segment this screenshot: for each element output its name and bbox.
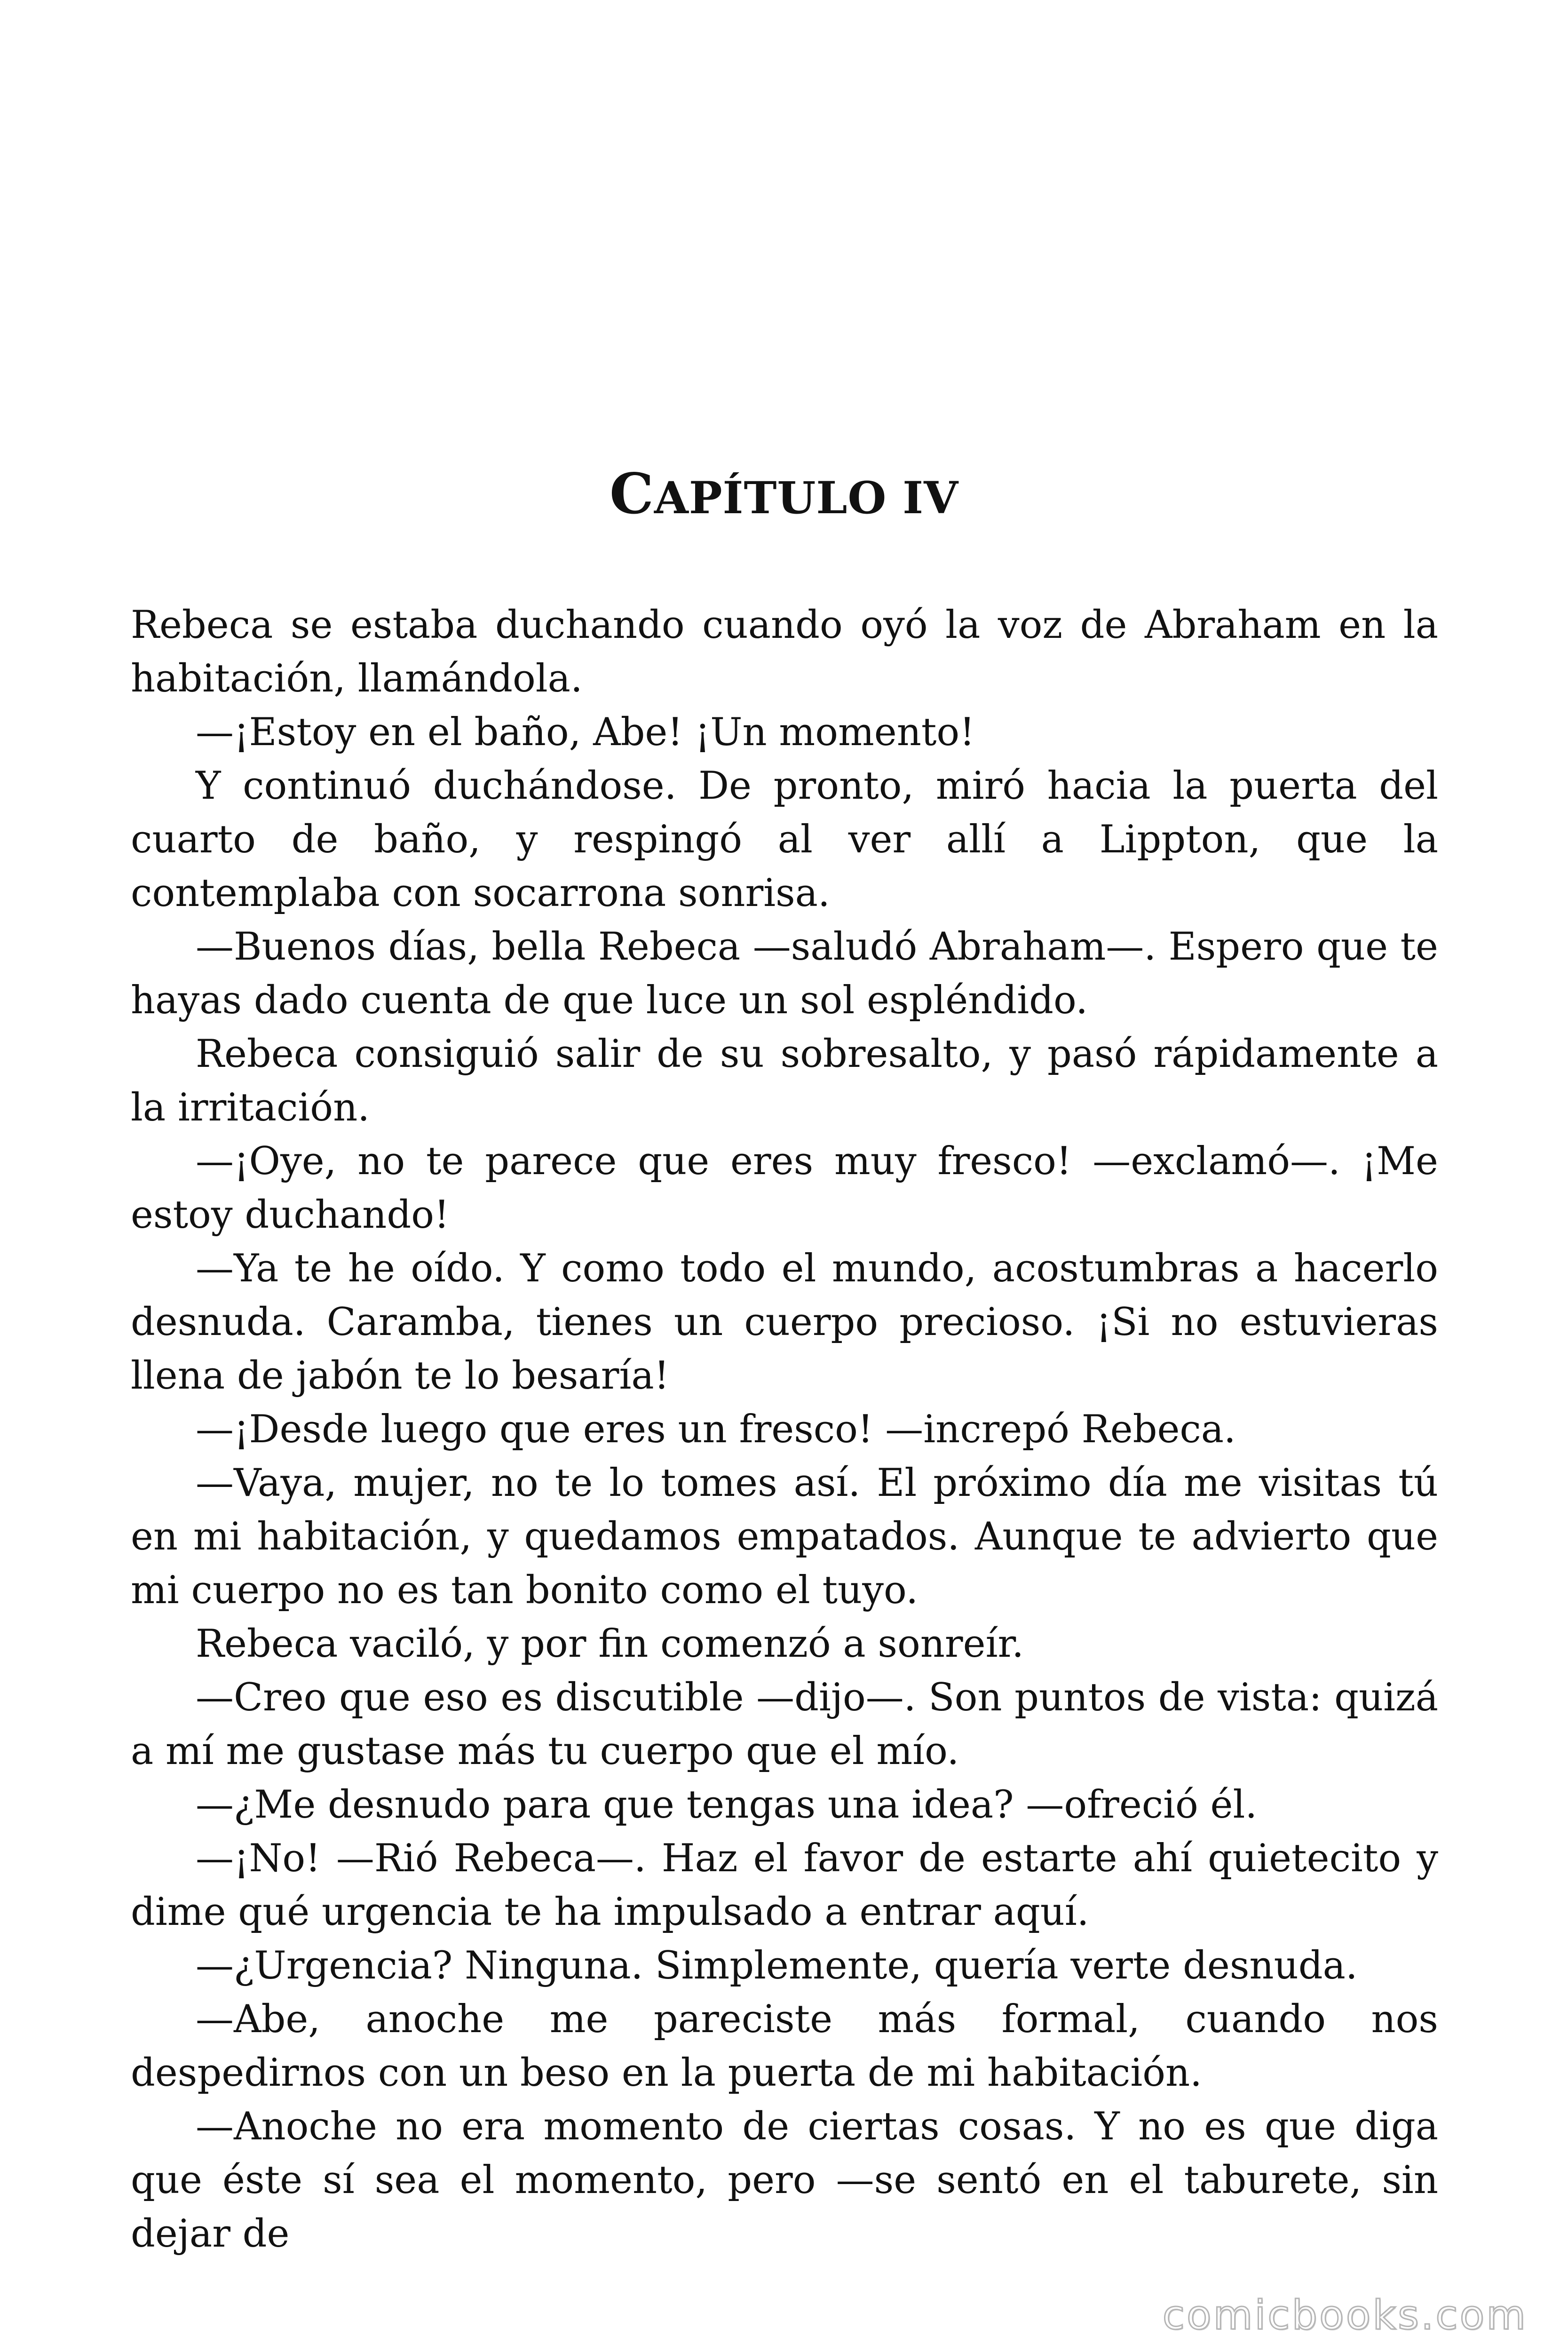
paragraph: —¡No! —Rió Rebeca—. Haz el favor de estarte ahí quietecito y dime qué urgencia te ha impulsado a entrar aquí. [131,1836,1438,1934]
paragraph: Rebeca se estaba duchando cuando oyó la voz de Abraham en la habitación, llamándola. [131,603,1438,701]
paragraph: Rebeca vaciló, y por fin comenzó a sonreír. [196,1622,1024,1666]
paragraph: —Creo que eso es discutible —dijo—. Son puntos de vista: quizá a mí me gustase más tu cuerpo que el mío. [131,1676,1438,1773]
paragraph: —¡Desde luego que eres un fresco! —increpó Rebeca. [196,1407,1236,1452]
paragraph: —Abe, anoche me pareciste más formal, cuando nos despedirnos con un beso en la puerta de mi habitación. [131,1997,1438,2095]
paragraph: —Buenos días, bella Rebeca —saludó Abraham—. Espero que te hayas dado cuenta de que luce un sol espléndido. [131,925,1438,1023]
watermark: comicbooks.com [1162,2292,1528,2339]
body-text [131,598,1438,2261]
paragraph: Y continuó duchándose. De pronto, miró hacia la puerta del cuarto de baño, y respingó al ver allí a Lippton, que la contemplaba con socarrona sonrisa. [131,764,1438,915]
paragraph: —Ya te he oído. Y como todo el mundo, acostumbras a hacerlo desnuda. Caramba, tienes un cuerpo precioso. ¡Si no estuvieras llena de jabón te lo besaría! [131,1247,1438,1398]
paragraph: —¡Oye, no te parece que eres muy fresco! —exclamó—. ¡Me estoy duchando! [131,1139,1438,1237]
paragraph: —Vaya, mujer, no te lo tomes así. El próximo día me visitas tú en mi habitación, y quedamos empatados. Aunque te advierto que mi cuerpo no es tan bonito como el tuyo. [131,1461,1438,1613]
chapter-title [0,463,1568,529]
paragraph: —¡Estoy en el baño, Abe! ¡Un momento! [196,710,975,755]
paragraph: —¿Urgencia? Ninguna. Simplemente, quería verte desnuda. [196,1944,1358,1988]
paragraph: —Anoche no era momento de ciertas cosas. Y no es que diga que éste sí sea el momento, pero —se sentó en el taburete, sin dejar de [131,2105,1438,2256]
chapter-title-rest: APÍTULO IV [654,472,959,524]
paragraph: Rebeca consiguió salir de su sobresalto, y pasó rápidamente a la irritación. [131,1032,1438,1130]
paragraph: —¿Me desnudo para que tengas una idea? —ofreció él. [196,1783,1258,1827]
chapter-title-initial: C [609,461,654,526]
